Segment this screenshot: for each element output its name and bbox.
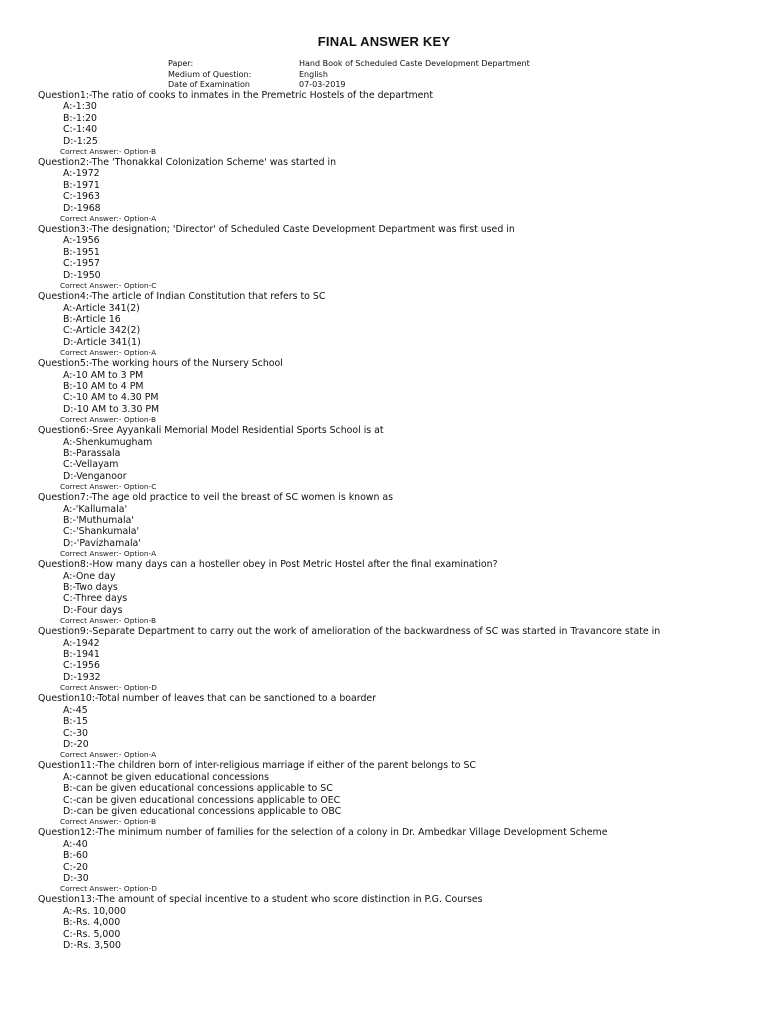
answer-option: C:-30	[63, 727, 89, 739]
answer-option: C:-can be given educational concessions applicable to OEC	[63, 794, 341, 806]
answer-option: C:-Article 342(2)	[63, 325, 141, 337]
answer-option: B:-1941	[63, 649, 100, 661]
question-block	[38, 894, 758, 951]
answer-option: B:-1:20	[63, 112, 98, 124]
answer-option: C:-'Shankumala'	[63, 526, 140, 538]
answer-option: C:-10 AM to 4.30 PM	[63, 392, 159, 404]
answer-option: C:-Vellayam	[63, 459, 119, 471]
question-text: Question8:-How many days can a hosteller obey in Post Metric Hostel after the final examination?	[38, 559, 498, 571]
correct-answer: Correct Answer:- Option-B	[60, 616, 157, 626]
answer-option: D:-10 AM to 3.30 PM	[63, 403, 160, 415]
meta-value: Hand Book of Scheduled Caste Development Department	[299, 59, 530, 68]
answer-option: C:-1956	[63, 660, 100, 672]
question-text: Question5:-The working hours of the Nursery School	[38, 358, 283, 370]
answer-option: D:-1950	[63, 269, 101, 281]
answer-option: A:-45	[63, 704, 88, 716]
answer-option: C:-Three days	[63, 593, 128, 605]
question-block	[38, 157, 758, 224]
page-title: FINAL ANSWER KEY	[317, 34, 451, 49]
question-block	[38, 224, 758, 291]
answer-option: A:-Rs. 10,000	[63, 905, 126, 917]
question-block	[38, 492, 758, 559]
correct-answer: Correct Answer:- Option-A	[60, 750, 157, 760]
question-block	[38, 626, 758, 693]
answer-option: B:-Two days	[63, 582, 118, 594]
answer-option: A:-10 AM to 3 PM	[63, 369, 144, 381]
correct-answer: Correct Answer:- Option-B	[60, 147, 157, 157]
answer-option: D:-Rs. 3,500	[63, 940, 121, 951]
question-text: Question4:-The article of Indian Constitution that refers to SC	[38, 291, 326, 303]
answer-option: C:-20	[63, 861, 89, 873]
correct-answer: Correct Answer:- Option-C	[60, 281, 157, 291]
question-block	[38, 358, 758, 425]
meta-value: 07-03-2019	[299, 80, 346, 89]
answer-option: A:-Article 341(2)	[63, 302, 140, 314]
answer-option: A:-Shenkumugham	[63, 436, 153, 448]
meta-row-medium	[168, 70, 530, 81]
meta-label: Date of Examination	[168, 80, 250, 89]
question-block	[38, 425, 758, 492]
meta-row-paper	[168, 59, 530, 70]
answer-option: D:-can be given educational concessions applicable to OBC	[63, 805, 342, 817]
answer-option: A:-cannot be given educational concessions	[63, 771, 269, 783]
answer-option: D:-Article 341(1)	[63, 336, 141, 348]
question-block	[38, 693, 758, 760]
correct-answer: Correct Answer:- Option-B	[60, 415, 157, 425]
meta-row-date	[168, 80, 530, 91]
correct-answer: Correct Answer:- Option-C	[60, 482, 157, 492]
correct-answer: Correct Answer:- Option-A	[60, 549, 157, 559]
question-block	[38, 559, 758, 626]
answer-option: D:-1932	[63, 671, 101, 683]
question-text: Question3:-The designation; 'Director' of Scheduled Caste Development Department was first used in	[38, 224, 515, 236]
question-text: Question6:-Sree Ayyankali Memorial Model Residential Sports School is at	[38, 425, 384, 437]
question-block	[38, 760, 758, 827]
answer-option: C:-1963	[63, 191, 100, 203]
correct-answer: Correct Answer:- Option-D	[60, 884, 157, 894]
answer-option: D:-20	[63, 738, 89, 750]
answer-option: B:-Parassala	[63, 447, 121, 459]
answer-option: D:-Venganoor	[63, 470, 127, 482]
meta-value: English	[299, 69, 328, 79]
correct-answer: Correct Answer:- Option-A	[60, 214, 157, 224]
answer-option: D:-1:25	[63, 135, 98, 147]
answer-option: C:-1:40	[63, 124, 98, 136]
answer-option: A:-1:30	[63, 101, 97, 113]
answer-option: B:-1971	[63, 179, 100, 191]
answer-option: A:-'Kallumala'	[63, 503, 128, 515]
correct-answer: Correct Answer:- Option-B	[60, 817, 157, 827]
exam-meta	[168, 59, 530, 91]
question-block	[38, 827, 758, 894]
answer-option: C:-Rs. 5,000	[63, 928, 121, 940]
answer-option: A:-One day	[63, 570, 116, 582]
question-text: Question13:-The amount of special incentive to a student who score distinction in P.G. Courses	[38, 894, 483, 906]
answer-option: A:-1942	[63, 637, 100, 649]
answer-option: A:-1972	[63, 168, 100, 180]
question-text: Question11:-The children born of inter-religious marriage if either of the parent belongs to SC	[38, 760, 476, 772]
correct-answer: Correct Answer:- Option-D	[60, 683, 157, 693]
question-text: Question9:-Separate Department to carry out the work of amelioration of the backwardness of SC was started in Travancore state in	[38, 626, 661, 638]
answer-option: B:-'Muthumala'	[63, 515, 134, 526]
question-text: Question12:-The minimum number of families for the selection of a colony in Dr. Ambedkar Village Development Scheme	[38, 827, 608, 839]
question-text: Question10:-Total number of leaves that can be sanctioned to a boarder	[38, 693, 377, 705]
question-block	[38, 291, 758, 358]
question-text: Question1:-The ratio of cooks to inmates in the Premetric Hostels of the department	[38, 90, 434, 101]
answer-option: A:-40	[63, 838, 88, 850]
answer-option: A:-1956	[63, 235, 100, 247]
answer-option: B:-Rs. 4,000	[63, 917, 121, 929]
question-text: Question2:-The 'Thonakkal Colonization Scheme' was started in	[38, 157, 337, 169]
answer-option: C:-1957	[63, 258, 100, 270]
answer-option: D:-30	[63, 872, 89, 884]
correct-answer: Correct Answer:- Option-A	[60, 348, 157, 358]
answer-option: D:-1968	[63, 202, 101, 214]
question-block	[38, 90, 758, 157]
answer-option: B:-60	[63, 850, 88, 862]
meta-label: Paper:	[168, 59, 194, 68]
question-text: Question7:-The age old practice to veil the breast of SC women is known as	[38, 492, 394, 504]
answer-option: B:-10 AM to 4 PM	[63, 380, 144, 392]
answer-option: B:-1951	[63, 246, 100, 258]
meta-label: Medium of Question:	[168, 69, 252, 79]
answer-option: D:-Four days	[63, 604, 123, 616]
answer-option: B:-15	[63, 716, 88, 728]
question-list	[38, 90, 758, 951]
answer-option: B:-Article 16	[63, 313, 121, 325]
answer-option: B:-can be given educational concessions applicable to SC	[63, 783, 333, 795]
answer-option: D:-'Pavizhamala'	[63, 537, 141, 549]
